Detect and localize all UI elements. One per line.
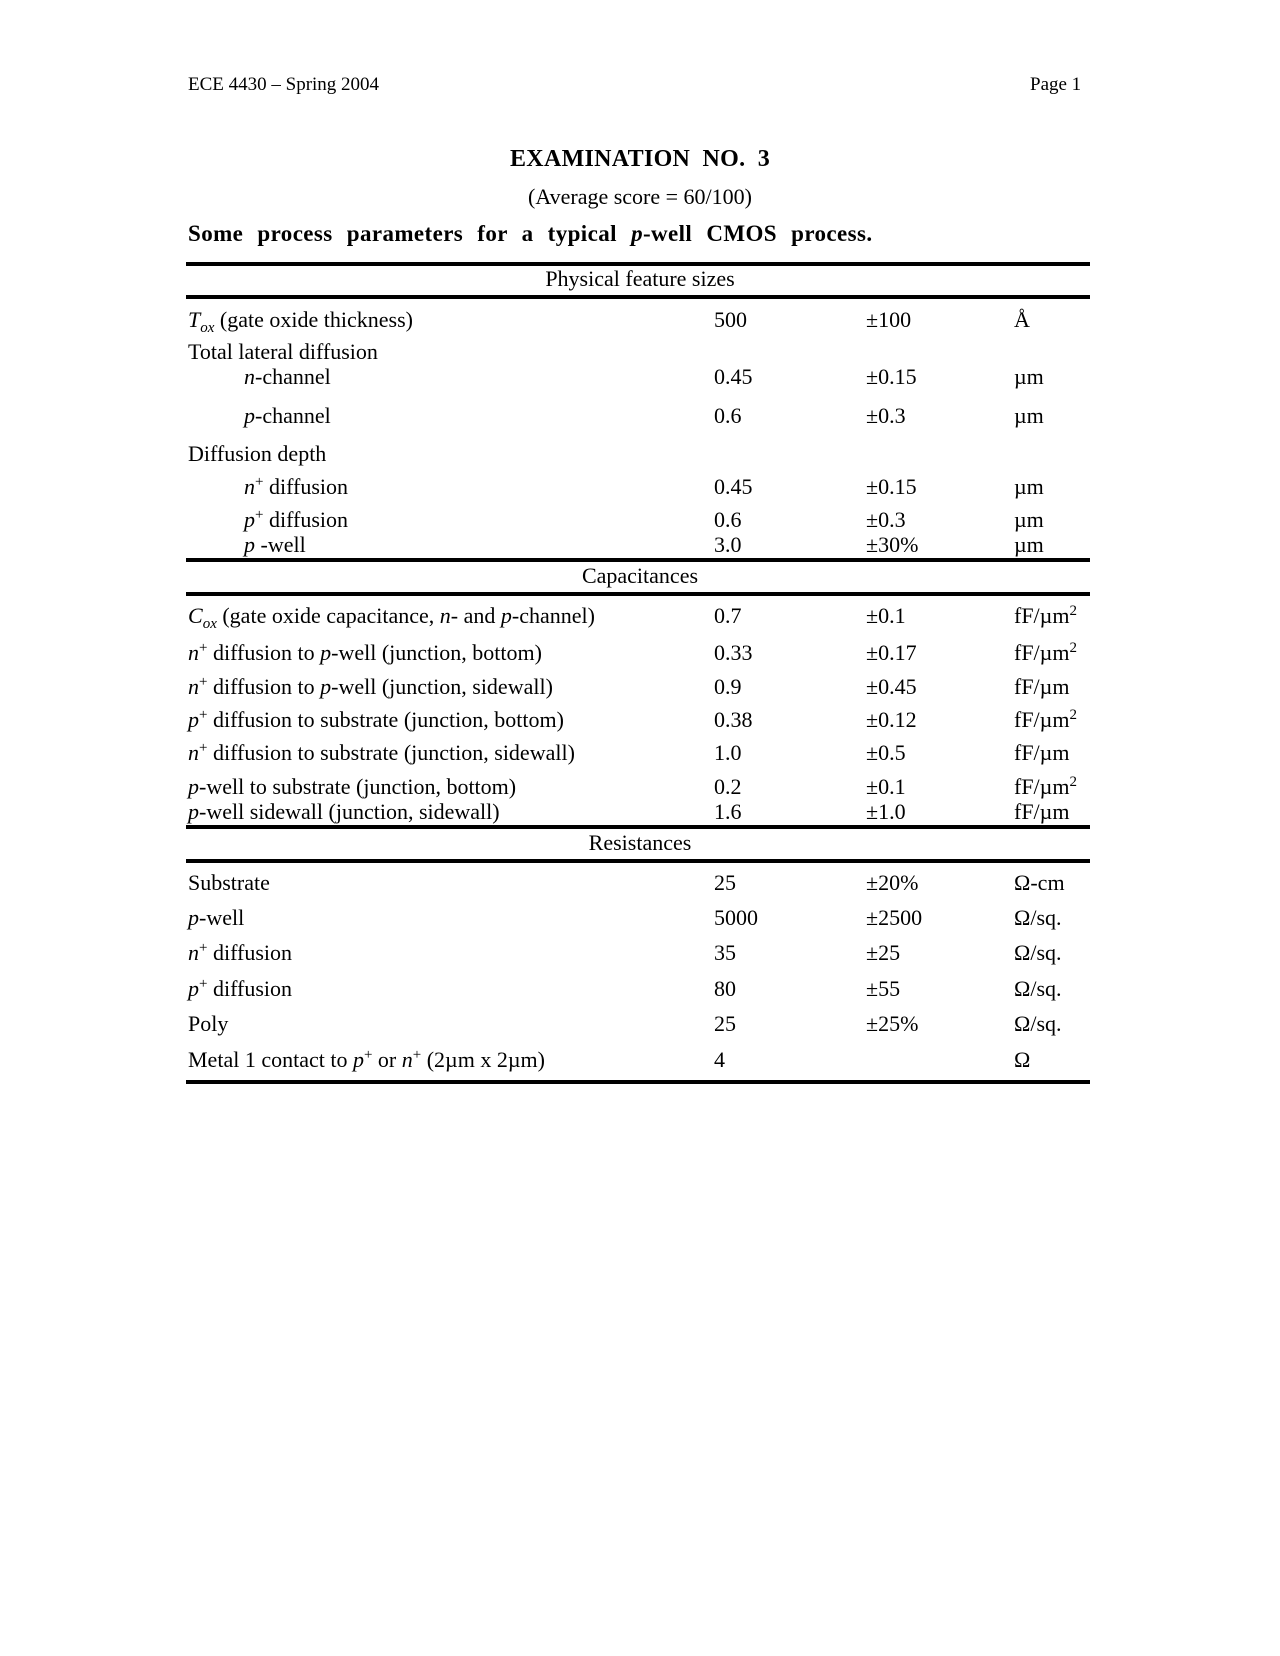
row-n-plus-diffusion: n+ diffusion 0.45 ±0.15 µm <box>244 474 1044 499</box>
row-n-diff-pwell-bottom: n+ diffusion to p-well (junction, bottom) 0.33 ±0.17 fF/µm$^2$ <box>188 640 1077 665</box>
row-total-lateral-diffusion: Total lateral diffusion <box>188 339 378 364</box>
rule-physical <box>186 295 1090 299</box>
header-page-number: Page 1 <box>1030 74 1082 95</box>
header-course: ECE 4430 – Spring 2004 <box>188 74 380 95</box>
section-capacitances: Capacitances <box>581 563 699 588</box>
row-res-metal-contact: Metal 1 contact to p+ or n+ (2µm x 2µm) 4 Ω <box>188 1047 1031 1072</box>
row-pwell-sidewall: p-well sidewall (junction, sidewall) 1.6 ±1.0 fF/µm <box>188 799 1070 824</box>
row-cox: $C_{ox}$ (gate oxide capacitance, n- and p-channel) 0.7 ±0.1 fF/µm$^2$ <box>188 603 1077 632</box>
row-p-plus-diffusion: p+ diffusion 0.6 ±0.3 µm <box>244 507 1044 532</box>
section-resistances: Resistances <box>588 830 692 855</box>
rule-resistances-top <box>186 825 1090 829</box>
row-p-channel: p-channel 0.6 ±0.3 µm <box>244 403 1044 428</box>
rule-capacitances-top <box>186 558 1090 562</box>
row-n-diff-substrate-sidewall: n+ diffusion to substrate (junction, sidewall) 1.0 ±0.5 fF/µm <box>188 740 1070 765</box>
rule-resistances <box>186 859 1090 863</box>
row-tox: $T_{ox}$ (gate oxide thickness) 500 ±100 Å <box>188 307 1030 336</box>
row-p-well: p -well 3.0 ±30% µm <box>244 532 1044 557</box>
row-res-p-well: p-well 5000 ±2500 Ω/sq. <box>188 905 1062 930</box>
row-res-p-plus-diffusion: p+ diffusion 80 ±55 Ω/sq. <box>188 976 1062 1001</box>
row-pwell-substrate-bottom: p-well to substrate (junction, bottom) 0.2 ±0.1 fF/µm$^2$ <box>188 774 1077 799</box>
exam-title: EXAMINATION NO. 3 <box>510 146 770 172</box>
row-n-channel: n-channel 0.45 ±0.15 µm <box>244 364 1044 389</box>
rule-capacitances <box>186 592 1090 596</box>
row-n-diff-pwell-sidewall: n+ diffusion to p-well (junction, sidewall) 0.9 ±0.45 fF/µm <box>188 674 1070 699</box>
row-substrate: Substrate 25 ±20% Ω-cm <box>188 870 1065 895</box>
rule-bottom <box>186 1080 1090 1084</box>
row-res-poly: Poly 25 ±25% Ω/sq. <box>188 1011 1062 1036</box>
section-physical: Physical feature sizes <box>545 266 735 291</box>
row-res-n-plus-diffusion: n+ diffusion 35 ±25 Ω/sq. <box>188 940 1062 965</box>
row-p-diff-substrate-bottom: p+ diffusion to substrate (junction, bottom) 0.38 ±0.12 fF/µm$^2$ <box>188 707 1077 732</box>
average-score: (Average score = 60/100) <box>528 184 752 209</box>
table-heading: Some process parameters for a typical p-well CMOS process. <box>188 221 873 246</box>
row-diffusion-depth: Diffusion depth <box>188 441 327 466</box>
